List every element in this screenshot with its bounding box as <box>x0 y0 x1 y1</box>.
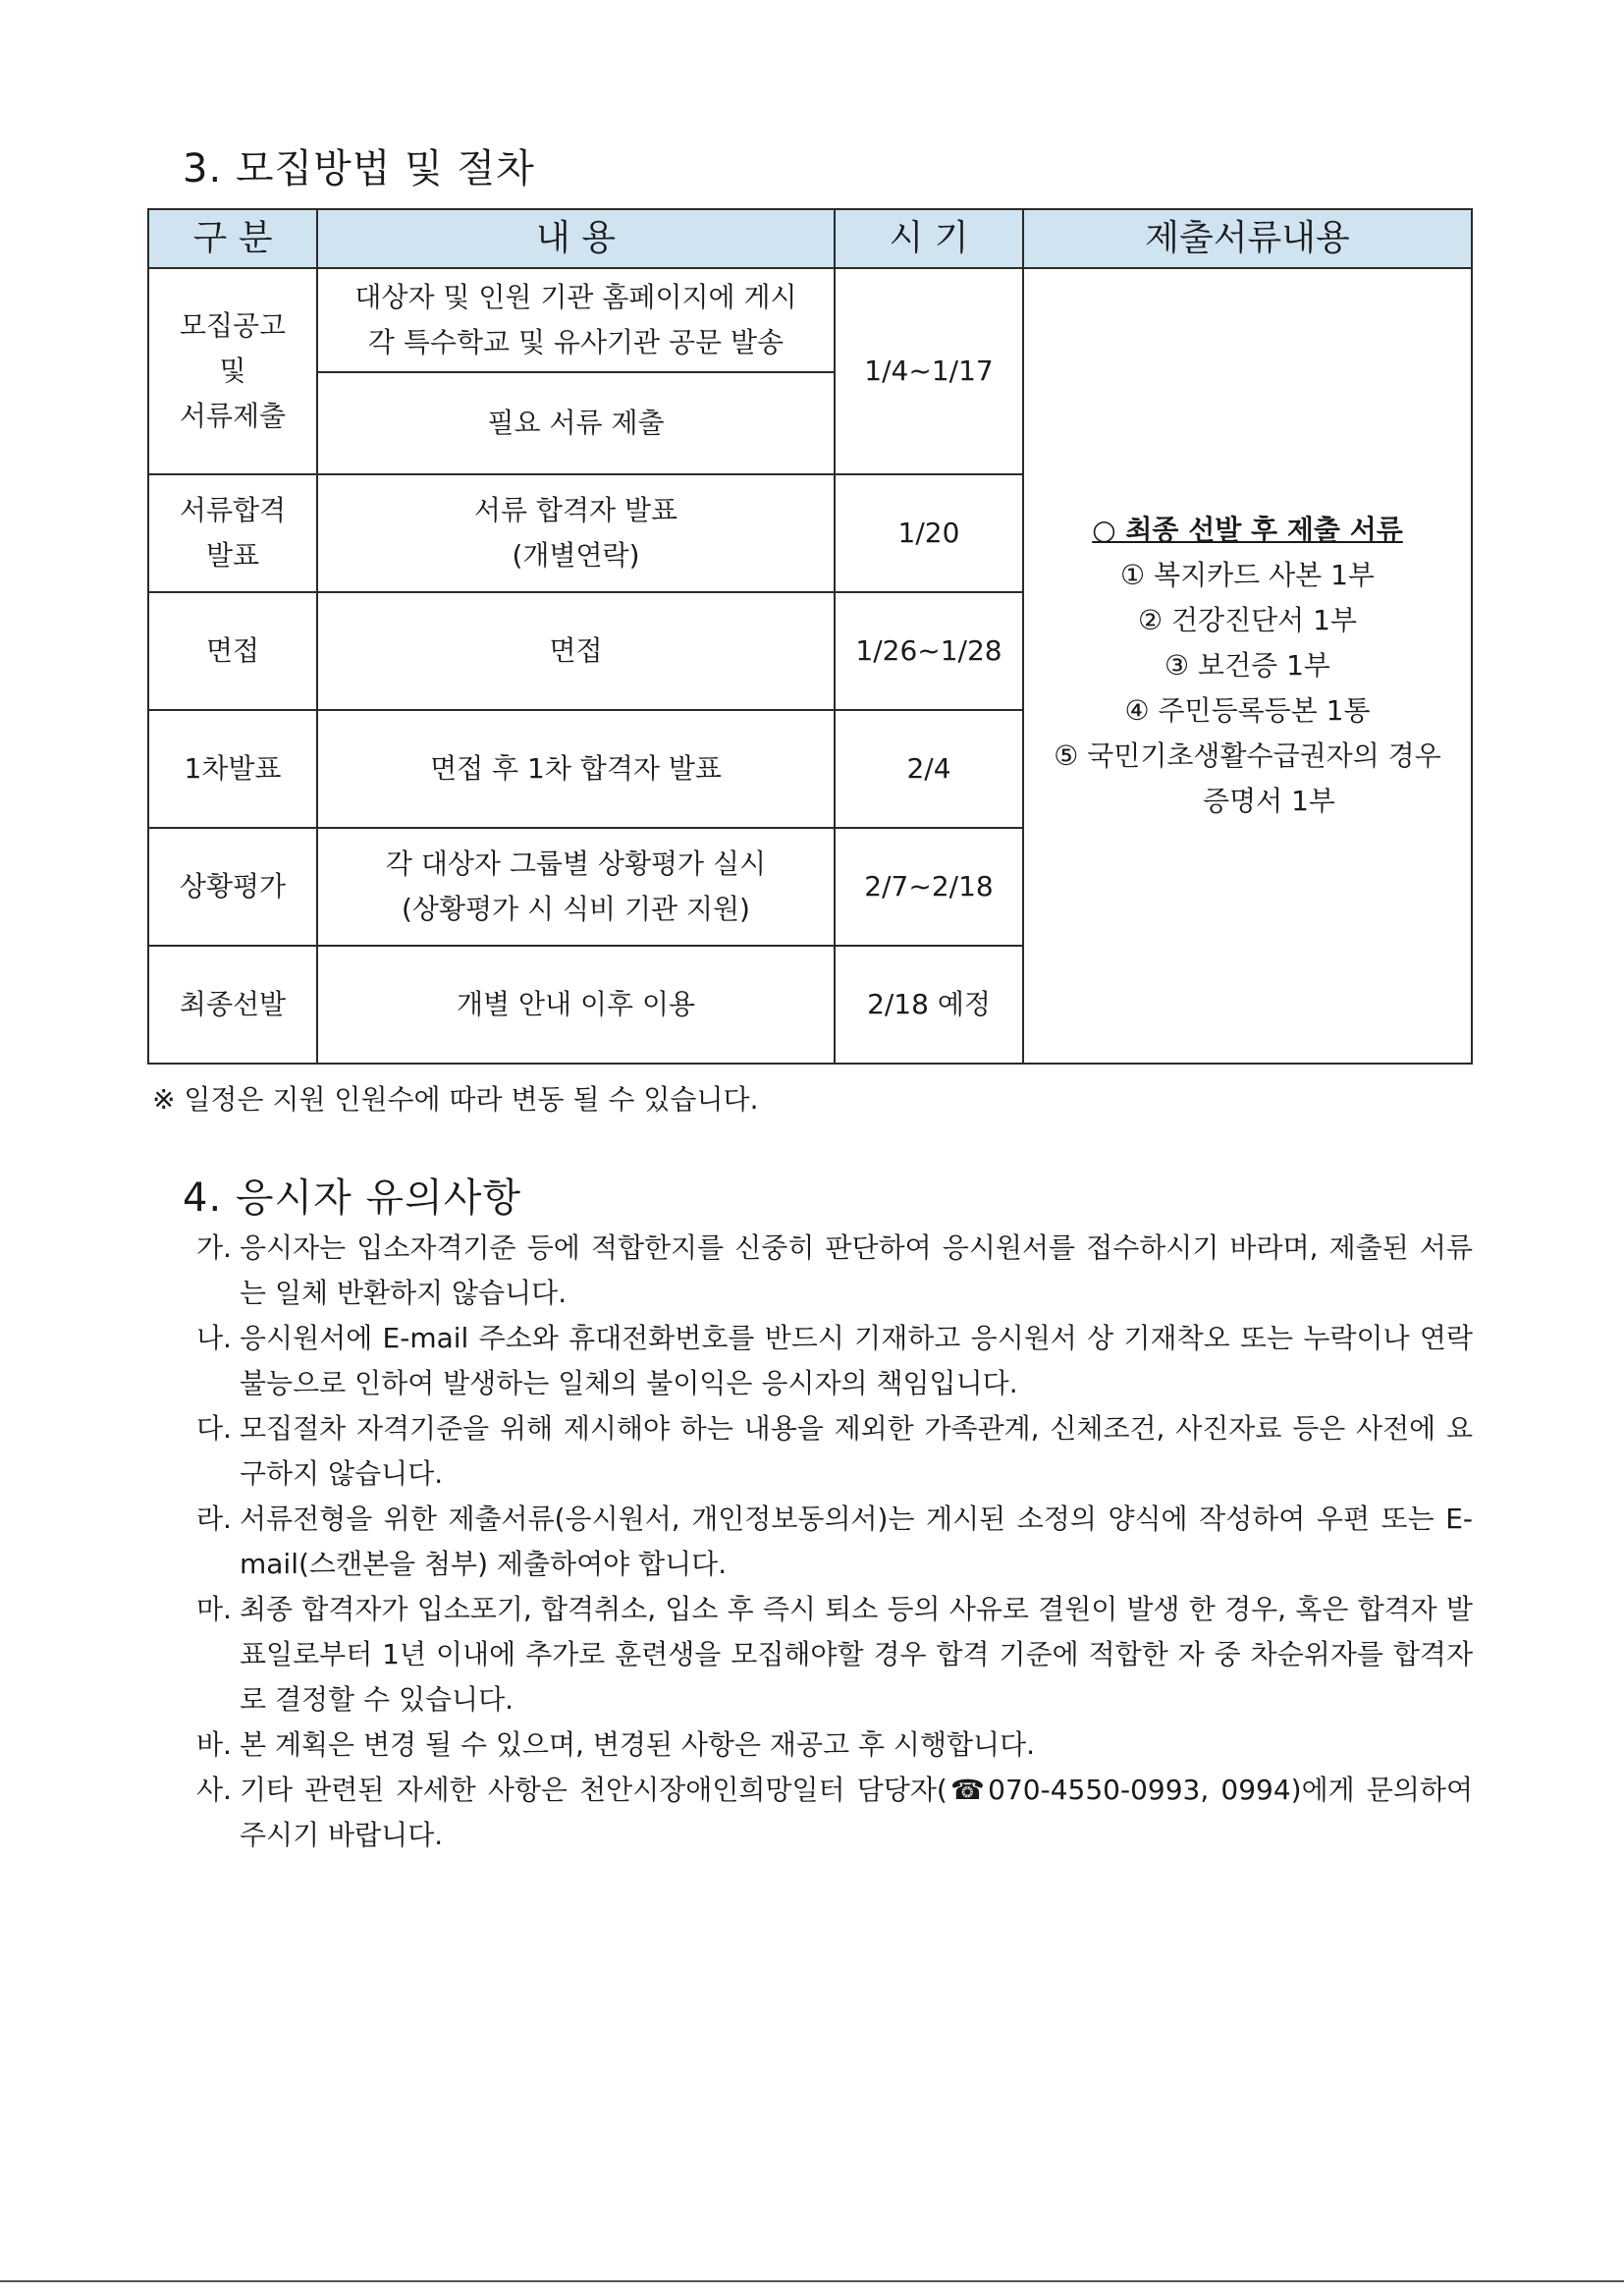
row-period: 1/4~1/17 <box>835 268 1023 474</box>
row-label: 최종선발 <box>148 946 317 1064</box>
table-row <box>148 268 1472 372</box>
list-text: 최종 합격자가 입소포기, 합격취소, 입소 후 즉시 퇴소 등의 사유로 결원이 발생 한 경우, 혹은 합격자 발표일로부터 1년 이내에 추가로 훈련생을 모집해야할 경우 합격 기준에 적합한 자 중 차순위자를 합격자로 결정할 수 있습니다. <box>240 1593 1473 1716</box>
list-marker: 라. <box>196 1503 232 1535</box>
list-text: 서류전형을 위한 제출서류(응시원서, 개인정보동의서)는 게시된 소정의 양식에 작성하여 우편 또는 E-mail(스캔본을 첨부) 제출하여야 합니다. <box>240 1503 1473 1580</box>
header-category: 구 분 <box>148 209 317 268</box>
document-item: ① 복지카드 사본 1부 <box>1120 559 1375 591</box>
list-item <box>196 1316 1473 1406</box>
document-item: ④ 주민등록등본 1통 <box>1124 694 1371 727</box>
list-item <box>196 1587 1473 1722</box>
row-content: 필요 서류 제출 <box>317 372 835 474</box>
list-marker: 마. <box>196 1593 232 1625</box>
section-4-title: 4. 응시자 유의사항 <box>183 1175 522 1221</box>
document-item: ③ 보건증 1부 <box>1164 649 1330 682</box>
document-item-continuation: 증명서 1부 <box>1203 785 1335 817</box>
row-label: 서류합격 발표 <box>148 474 317 592</box>
list-marker: 사. <box>196 1774 232 1806</box>
list-item <box>196 1497 1473 1587</box>
list-marker: 바. <box>196 1728 232 1761</box>
list-text: 모집절차 자격기준을 위해 제시해야 하는 내용을 제외한 가족관계, 신체조건, 사진자료 등은 사전에 요구하지 않습니다. <box>240 1412 1473 1490</box>
list-text: 기타 관련된 자세한 사항은 천안시장애인희망일터 담당자(☎070-4550-0993, 0994)에게 문의하여 주시기 바랍니다. <box>240 1774 1473 1851</box>
row-period: 1/26~1/28 <box>835 592 1023 710</box>
schedule-table <box>147 208 1473 1065</box>
row-label: 상황평가 <box>148 828 317 946</box>
list-item <box>196 1406 1473 1497</box>
row-period: 2/18 예정 <box>835 946 1023 1064</box>
row-content: 대상자 및 인원 기관 홈페이지에 게시 각 특수학교 및 유사기관 공문 발송 <box>317 268 835 372</box>
applicant-notice-list <box>196 1226 1473 1858</box>
row-content: 개별 안내 이후 이용 <box>317 946 835 1064</box>
list-text: 응시자는 입소자격기준 등에 적합한지를 신중히 판단하여 응시원서를 접수하시기 바라며, 제출된 서류는 일체 반환하지 않습니다. <box>240 1231 1473 1309</box>
table-header-row <box>148 209 1472 268</box>
header-period: 시 기 <box>835 209 1023 268</box>
row-content: 각 대상자 그룹별 상황평가 실시 (상황평가 시 식비 기관 지원) <box>317 828 835 946</box>
header-content: 내 용 <box>317 209 835 268</box>
row-label: 1차발표 <box>148 710 317 828</box>
row-period: 2/4 <box>835 710 1023 828</box>
list-text: 응시원서에 E-mail 주소와 휴대전화번호를 반드시 기재하고 응시원서 상 기재착오 또는 누락이나 연락 불능으로 인하여 발생하는 일체의 불이익은 응시자의 책임입니다. <box>240 1322 1473 1399</box>
document-item: ② 건강진단서 1부 <box>1137 604 1357 636</box>
row-content: 서류 합격자 발표 (개별연락) <box>317 474 835 592</box>
list-item <box>196 1722 1473 1768</box>
document-item: ⑤ 국민기초생활수급권자의 경우 <box>1054 739 1441 772</box>
list-item <box>196 1226 1473 1316</box>
list-text: 본 계획은 변경 될 수 있으며, 변경된 사항은 재공고 후 시행합니다. <box>240 1728 1036 1761</box>
row-period: 2/7~2/18 <box>835 828 1023 946</box>
header-documents: 제출서류내용 <box>1023 209 1472 268</box>
row-content: 면접 후 1차 합격자 발표 <box>317 710 835 828</box>
section-3-title: 3. 모집방법 및 절차 <box>183 146 535 191</box>
list-marker: 가. <box>196 1231 232 1264</box>
list-marker: 다. <box>196 1412 232 1445</box>
row-label: 모집공고 및 서류제출 <box>148 268 317 474</box>
submission-documents <box>1023 268 1472 1064</box>
scan-edge-line <box>0 2280 1624 2282</box>
list-item <box>196 1768 1473 1858</box>
row-period: 1/20 <box>835 474 1023 592</box>
schedule-note: ※ 일정은 지원 인원수에 따라 변동 될 수 있습니다. <box>152 1083 759 1116</box>
documents-heading: ○ 최종 선발 후 제출 서류 <box>1092 514 1403 546</box>
list-marker: 나. <box>196 1322 232 1354</box>
row-content: 면접 <box>317 592 835 710</box>
row-label: 면접 <box>148 592 317 710</box>
